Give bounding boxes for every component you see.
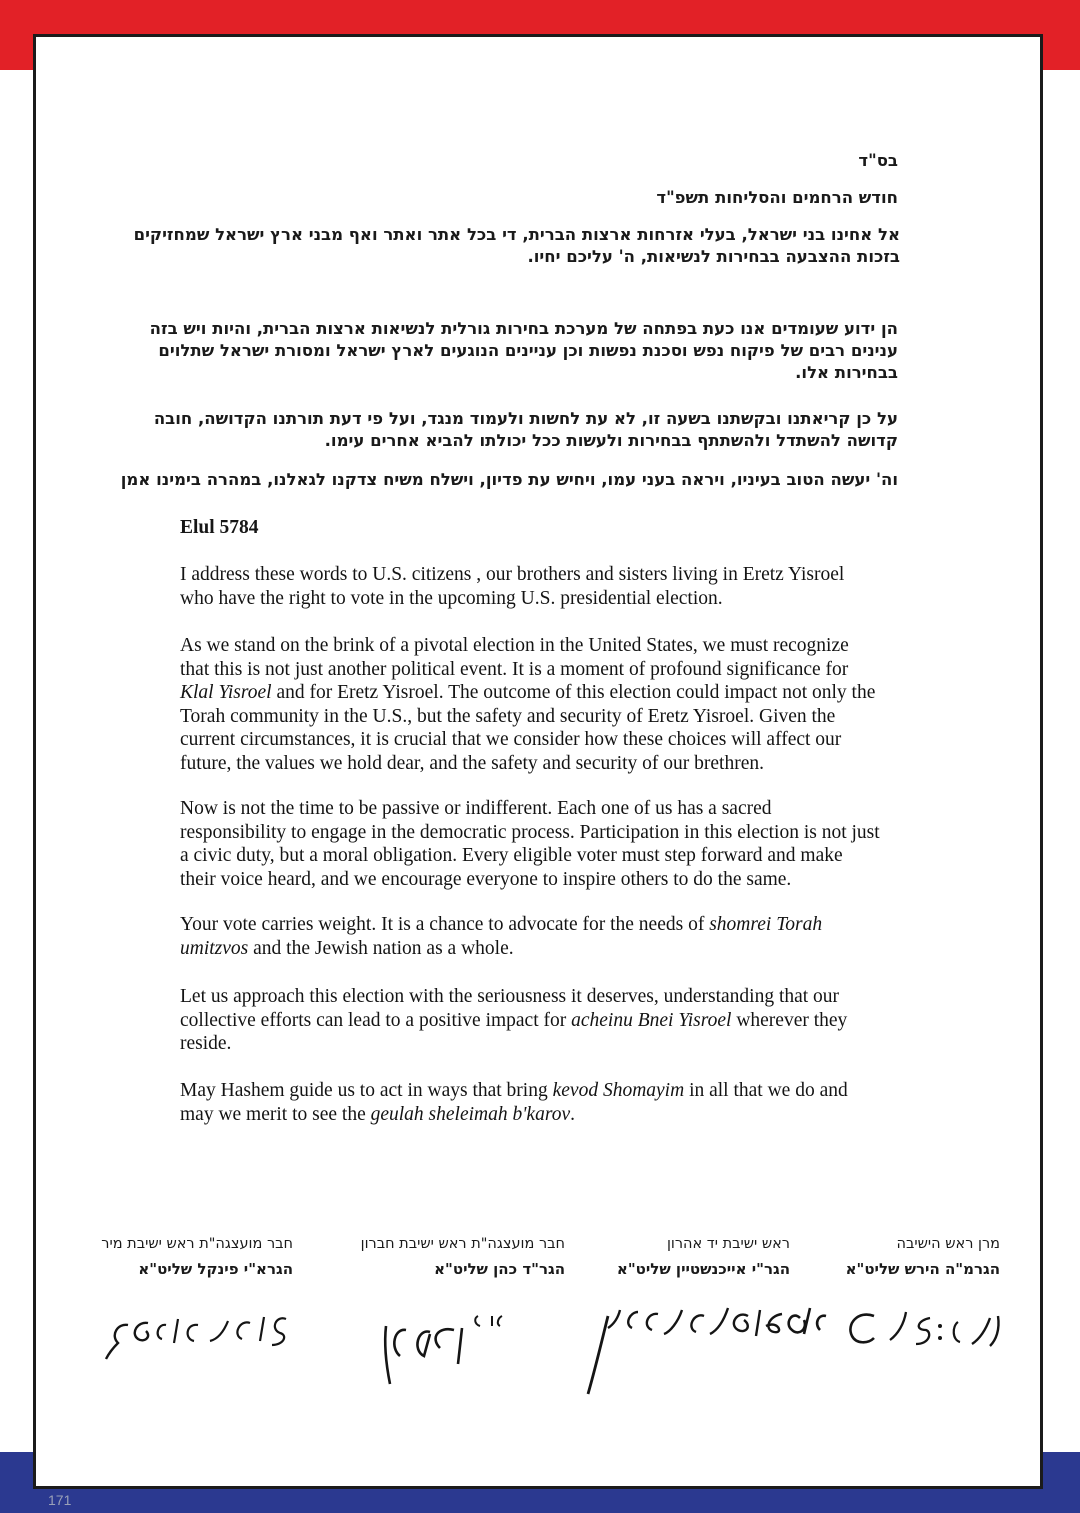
english-line: Let us approach this election with the seriousness it deserves, understanding that our [180, 986, 840, 1007]
signatory-name: הגר"ד כהן שליט"א [434, 1260, 565, 1278]
english-paragraph-1 [180, 563, 910, 610]
english-line: a civic duty, but a moral obligation. Every eligible voter must step forward and make [180, 845, 843, 866]
english-line [180, 913, 910, 937]
signatory-1 [760, 1233, 1000, 1281]
english-paragraph-6 [180, 1079, 910, 1126]
hebrew-address-line: בזכות ההצבעה בבחירות לנשיאות, ה' עליכם יחיו. [527, 247, 900, 266]
hebrew-paragraph-2 [153, 408, 898, 452]
line-text: collective efforts can lead to a positive impact for [180, 1009, 572, 1031]
hebrew-paragraph-1 [149, 318, 898, 384]
handwritten-signature-2 [578, 1290, 833, 1400]
english-paragraph-4 [180, 913, 910, 960]
hebrew-address [133, 224, 900, 268]
signatory-title: חבר מועצגה"ת ראש ישיבת מיר [101, 1236, 293, 1252]
handwritten-signature-3 [370, 1308, 520, 1386]
english-line: responsibility to engage in the democratic process. Participation in this election is not just [180, 821, 880, 843]
italic-term: shomrei Torah [709, 914, 823, 935]
line-text: in all that we do and [684, 1080, 848, 1101]
english-date: Elul 5784 [180, 517, 259, 538]
bsd-text: בס"ד [858, 151, 898, 170]
english-line [180, 1103, 910, 1127]
english-line: current circumstances, it is crucial that we consider how these choices will affect our [180, 729, 842, 750]
line-text: Your vote carries weight. It is a chance to advocate for the needs of [180, 914, 710, 935]
signatory-3 [325, 1233, 565, 1281]
english-line: who have the right to vote in the upcoming U.S. presidential election. [180, 587, 723, 609]
line-text: . [570, 1103, 575, 1125]
hebrew-line: בבחירות אלו. [795, 363, 898, 382]
italic-term: umitzvos [180, 937, 249, 959]
hebrew-line: הן ידוע שעומדים אנו כעת בפתחה של מערכת בחירות גורלית לנשיאות ארצות הברית, והיות ויש בזה [149, 319, 898, 338]
hebrew-line: קדושה להשתדל ולהשתתף בבחירות ולעשות ככל יכולתו להביא אחרים עימו. [324, 431, 898, 450]
italic-term: geulah sheleimah b'karov [370, 1103, 571, 1125]
line-text: and for Eretz Yisroel. The outcome of this election could impact not only the [271, 682, 876, 703]
english-line: reside. [180, 1033, 232, 1054]
english-line: Torah community in the U.S., but the safety and security of Eretz Yisroel. Given the [180, 705, 836, 727]
english-paragraph-3 [180, 797, 910, 891]
hebrew-date-text: חודש הרחמים והסליחות תשפ"ד [656, 188, 898, 207]
line-text: and the Jewish nation as a whole. [248, 937, 514, 959]
signatory-title: ראש ישיבת יד אהרון [666, 1236, 790, 1252]
english-paragraph-5 [180, 985, 910, 1056]
italic-term: kevod Shomayim [552, 1080, 685, 1101]
handwritten-signature-1 [840, 1300, 1010, 1360]
handwritten-signature-4 [100, 1305, 295, 1365]
english-line: As we stand on the brink of a pivotal election in the United States, we must recognize [180, 635, 849, 656]
signatory-title: חבר מועצגה"ת ראש ישיבת חברון [360, 1236, 565, 1252]
hebrew-address-line: אל אחינו בני ישראל, בעלי אזרחות ארצות הברית, די בכל אתר ואתר ואף מבני ארץ ישראל שמחזיקים [133, 225, 900, 244]
signatory-name: הגרמ"ה הירש שליט"א [845, 1260, 1000, 1278]
english-line: I address these words to U.S. citizens , our brothers and sisters living in Eretz Yisroel [180, 564, 845, 585]
page-mark: 171 [48, 1492, 72, 1508]
english-line: future, the values we hold dear, and the safety and security of our brethren. [180, 752, 765, 774]
english-line: Now is not the time to be passive or indifferent. Each one of us has a sacred [180, 798, 772, 819]
signatory-name: הגר"י אייכנשטיין שליט"א [616, 1260, 790, 1278]
signatory-2 [550, 1233, 790, 1281]
italic-term: acheinu Bnei Yisroel [571, 1009, 732, 1031]
english-line [180, 1079, 910, 1103]
english-line: their voice heard, and we encourage everyone to inspire others to do the same. [180, 868, 792, 890]
signatory-4 [53, 1233, 293, 1281]
english-line [180, 681, 910, 705]
italic-term: Klal Yisroel [180, 682, 272, 703]
hebrew-line: ענינים רבים של פיקוח נפש וסכנת נפשות וכן עניינים הנוגעים לארץ ישראל ומסורת ישראל שתלוים [158, 341, 898, 360]
bsd-header [858, 150, 898, 172]
hebrew-line: על כן קריאתנו ובקשתנו בשעה זו, לא עת לחשות ולעמוד מנגד, ועל פי דעת תורתנו הקדושה, חובה [153, 409, 898, 428]
english-line [180, 937, 910, 961]
english-paragraph-2 [180, 634, 910, 775]
hebrew-date [656, 187, 898, 209]
signatory-name: הגרא"י פינקל שליט"א [138, 1260, 293, 1278]
line-text: may we merit to see the [180, 1103, 371, 1125]
hebrew-paragraph-3 [120, 469, 898, 491]
english-line [180, 1009, 910, 1033]
hebrew-line: וה' יעשה הטוב בעיניו, ויראה בעני עמו, ויחיש עת פדיון, וישלח משיח צדקנו לגאלנו, במהרה בימינו אמן [120, 470, 898, 489]
signatory-title: מרן ראש הישיבה [896, 1236, 1000, 1252]
english-line: that this is not just another political event. It is a moment of profound significance for [180, 658, 849, 680]
line-text: wherever they [731, 1009, 848, 1031]
line-text: May Hashem guide us to act in ways that bring [180, 1080, 553, 1101]
